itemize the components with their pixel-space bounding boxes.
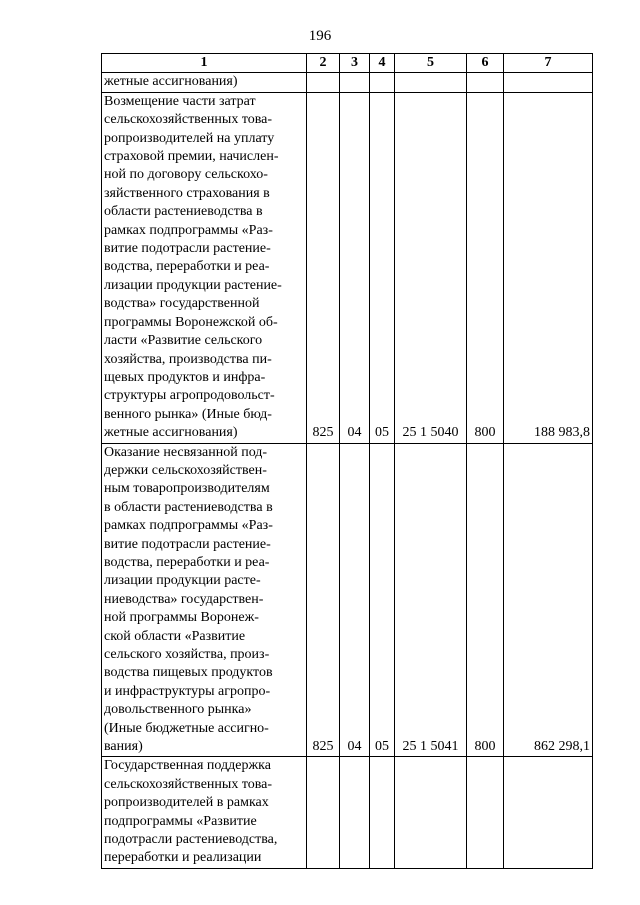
row-name: Оказание несвязанной под- держки сельскохозяйствен- ным товаропроизводителям в области растениеводства в рамках подпрограммы «Раз- витие подотрасли растение- водства, переработки и реа- лизации продукции расте- ниеводства» государствен- ной программы Воронеж- ской области «Развитие сельского хозяйства, произ- водства пищевых продуктов и инфраструктуры агропро- довольственного рынка» (Иные бюджетные ассигно- вания)	[102, 443, 307, 757]
row-section-code	[340, 73, 370, 92]
row-subsection-code: 05	[370, 443, 395, 757]
row-ministry-code: 825	[307, 443, 340, 757]
header-col-5: 5	[395, 54, 467, 73]
row-subsection-code	[370, 73, 395, 92]
budget-table	[101, 53, 593, 869]
row-expense-type: 800	[467, 443, 504, 757]
row-name: жетные ассигнования)	[102, 73, 307, 92]
row-amount: 188 983,8	[504, 92, 593, 443]
row-amount: 862 298,1	[504, 443, 593, 757]
header-col-3: 3	[340, 54, 370, 73]
header-row	[102, 54, 593, 73]
table-row	[102, 92, 593, 443]
row-subsection-code	[370, 757, 395, 868]
row-section-code: 04	[340, 443, 370, 757]
header-col-2: 2	[307, 54, 340, 73]
header-col-1: 1	[102, 54, 307, 73]
row-ministry-code: 825	[307, 92, 340, 443]
row-name: Государственная поддержка сельскохозяйственных това- ропроизводителей в рамках подпрограммы «Развитие подотрасли растениеводства, переработки и реализации	[102, 757, 307, 868]
row-ministry-code	[307, 73, 340, 92]
row-target-article	[395, 757, 467, 868]
table-row	[102, 757, 593, 868]
row-target-article	[395, 73, 467, 92]
row-expense-type	[467, 73, 504, 92]
row-target-article: 25 1 5040	[395, 92, 467, 443]
header-col-7: 7	[504, 54, 593, 73]
row-amount	[504, 73, 593, 92]
row-target-article: 25 1 5041	[395, 443, 467, 757]
row-expense-type	[467, 757, 504, 868]
row-section-code: 04	[340, 92, 370, 443]
row-ministry-code	[307, 757, 340, 868]
row-name: Возмещение части затрат сельскохозяйственных това- ропроизводителей на уплату страховой премии, начислен- ной по договору сельскохо- зяйственного страхования в области растениеводства в рамках подпрограммы «Раз- витие подотрасли растение- водства, переработки и реа- лизации продукции растение- водства» государственной программы Воронежской об- ласти «Развитие сельского хозяйства, производства пи- щевых продуктов и инфра- структуры агропродовольст- венного рынка» (Иные бюд- жетные ассигнования)	[102, 92, 307, 443]
row-subsection-code: 05	[370, 92, 395, 443]
header-col-6: 6	[467, 54, 504, 73]
row-expense-type: 800	[467, 92, 504, 443]
header-col-4: 4	[370, 54, 395, 73]
row-section-code	[340, 757, 370, 868]
row-amount	[504, 757, 593, 868]
table-row	[102, 73, 593, 92]
page-number: 196	[308, 28, 332, 44]
table-row	[102, 443, 593, 757]
